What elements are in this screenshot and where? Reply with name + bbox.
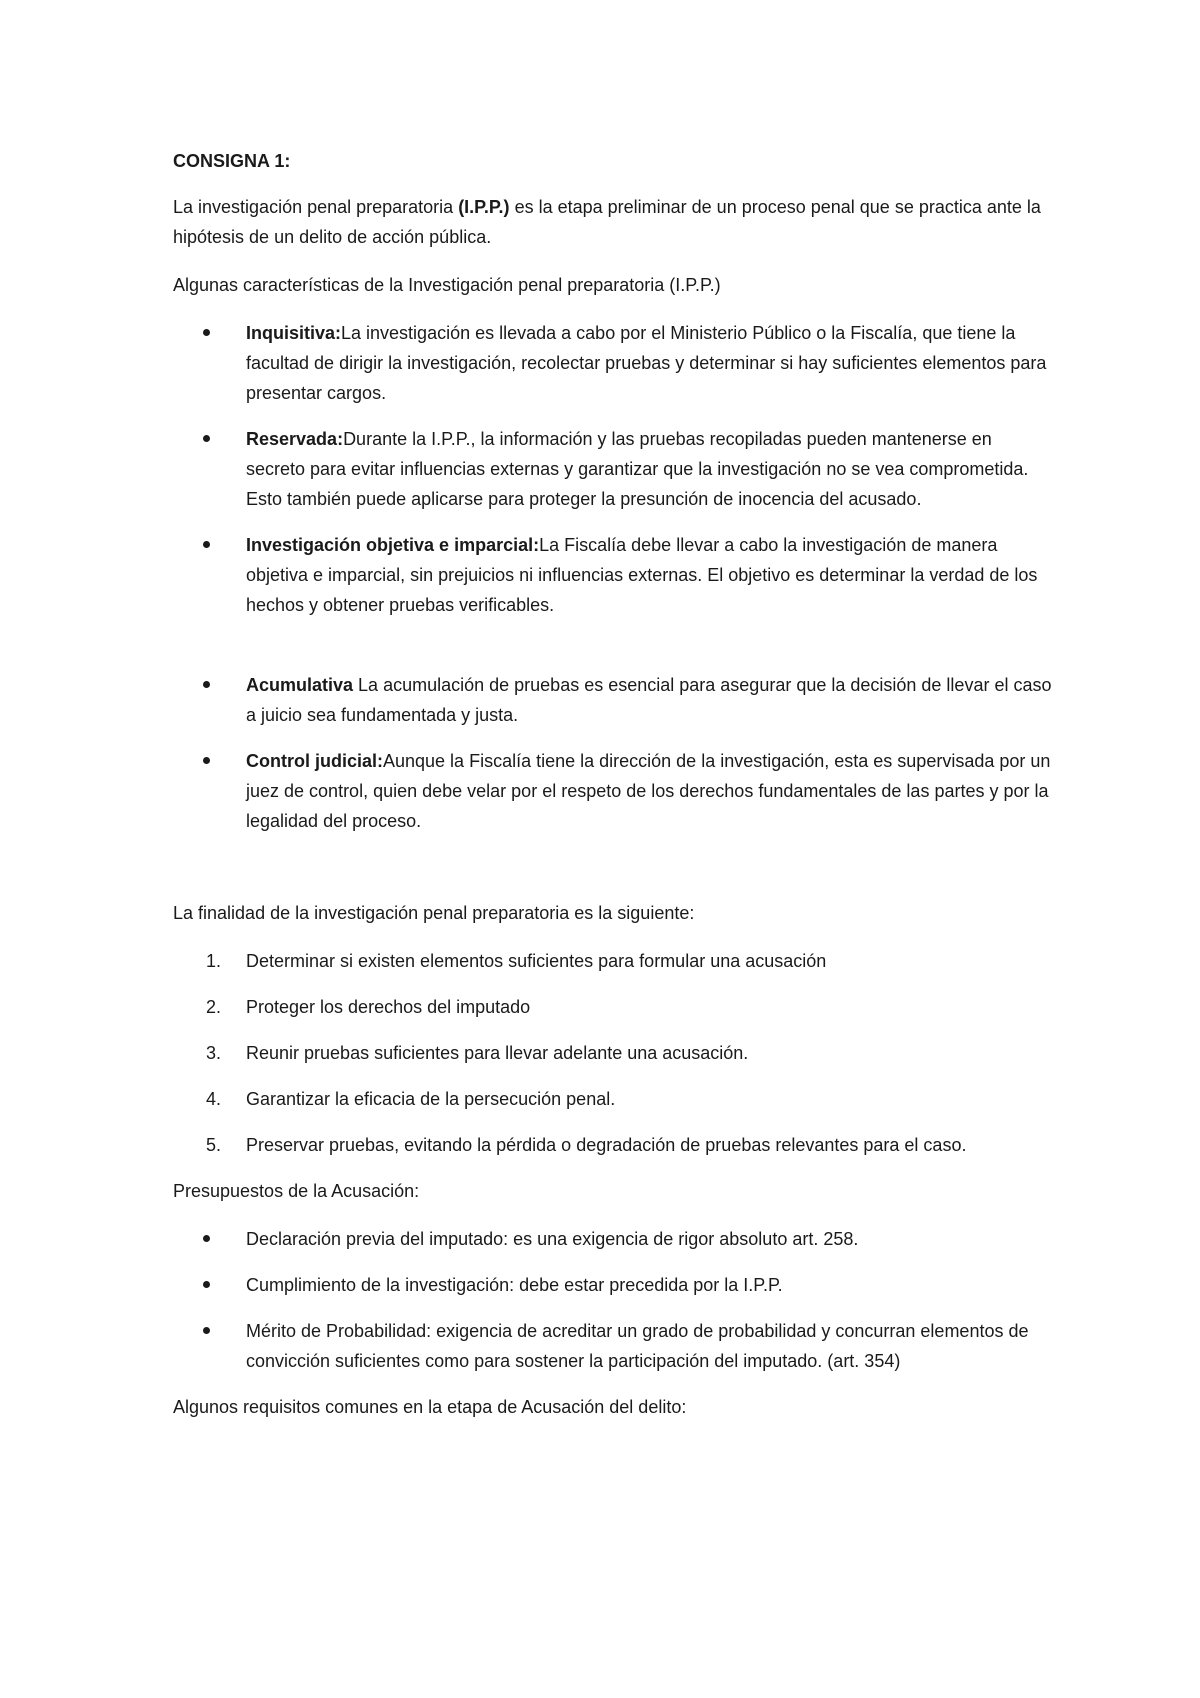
list-item bbox=[173, 946, 1053, 976]
list-item bbox=[173, 530, 1053, 620]
characteristics-list bbox=[173, 318, 1053, 836]
intro-text-end: es la etapa preliminar de un proceso penal que se practica ante la hipótesis de un delito de acción pública. bbox=[173, 197, 1041, 247]
item-text: Durante la I.P.P., la información y las pruebas recopiladas pueden mantenerse en secreto para evitar influencias externas y garantizar que la investigación no se vea comprometida. Esto también puede aplicarse para proteger la presunción de inocencia del acusado. bbox=[246, 429, 1029, 509]
list-item bbox=[173, 1316, 1053, 1376]
list-item bbox=[173, 318, 1053, 408]
list-item bbox=[173, 992, 1053, 1022]
item-text: La acumulación de pruebas es esencial para asegurar que la decisión de llevar el caso a juicio sea fundamentada y justa. bbox=[246, 675, 1052, 725]
item-term: Investigación objetiva e imparcial: bbox=[246, 535, 540, 555]
list-item bbox=[173, 1084, 1053, 1114]
item-text: Determinar si existen elementos suficientes para formular una acusación bbox=[246, 951, 827, 971]
item-term: Reservada: bbox=[246, 429, 344, 449]
list-item bbox=[173, 1270, 1053, 1300]
characteristics-title: Algunas características de la Investigación penal preparatoria (I.P.P.) bbox=[173, 275, 721, 295]
document-body bbox=[173, 146, 1053, 1440]
item-number: 5. bbox=[206, 1135, 222, 1155]
list-item bbox=[173, 1224, 1053, 1254]
item-term: Control judicial: bbox=[246, 751, 383, 771]
intro-text-start: La investigación penal preparatoria bbox=[173, 197, 459, 217]
item-term: Acumulativa bbox=[246, 675, 354, 695]
item-number: 2. bbox=[206, 997, 222, 1017]
item-text: La investigación es llevada a cabo por el Ministerio Público o la Fiscalía, que tiene la facultad de dirigir la investigación, recolectar pruebas y determinar si hay suficientes elementos para presentar cargos. bbox=[246, 323, 1047, 403]
purpose-title: La finalidad de la investigación penal preparatoria es la siguiente: bbox=[173, 903, 695, 923]
list-item bbox=[173, 670, 1053, 730]
item-text: Reunir pruebas suficientes para llevar adelante una acusación. bbox=[246, 1043, 749, 1063]
item-text: Mérito de Probabilidad: exigencia de acreditar un grado de probabilidad y concurran elementos de convicción suficientes como para sostener la participación del imputado. (art. 354) bbox=[246, 1321, 1029, 1371]
item-text: Declaración previa del imputado: es una exigencia de rigor absoluto art. 258. bbox=[246, 1229, 859, 1249]
list-item bbox=[173, 424, 1053, 514]
list-item bbox=[173, 1038, 1053, 1068]
list-item bbox=[173, 1130, 1053, 1160]
item-text: Preservar pruebas, evitando la pérdida o degradación de pruebas relevantes para el caso. bbox=[246, 1135, 967, 1155]
item-text: Aunque la Fiscalía tiene la dirección de la investigación, esta es supervisada por un juez de control, quien debe velar por el respeto de los derechos fundamentales de las partes y por la legalidad del proceso. bbox=[246, 751, 1051, 831]
item-text: Cumplimiento de la investigación: debe estar precedida por la I.P.P. bbox=[246, 1275, 783, 1295]
item-text: Proteger los derechos del imputado bbox=[246, 997, 531, 1017]
item-text: La Fiscalía debe llevar a cabo la investigación de manera objetiva e imparcial, sin prejuicios ni influencias externas. El objetivo es determinar la verdad de los hechos y obtener pruebas verificables. bbox=[246, 535, 1038, 615]
requirements-title: Algunos requisitos comunes en la etapa de Acusación del delito: bbox=[173, 1397, 687, 1417]
item-number: 3. bbox=[206, 1043, 222, 1063]
item-text: Garantizar la eficacia de la persecución penal. bbox=[246, 1089, 616, 1109]
item-number: 1. bbox=[206, 951, 222, 971]
intro-paragraph bbox=[173, 192, 1053, 252]
assumptions-list bbox=[173, 1224, 1053, 1376]
item-number: 4. bbox=[206, 1089, 222, 1109]
purpose-list bbox=[173, 946, 1053, 1160]
assumptions-title: Presupuestos de la Acusación: bbox=[173, 1181, 420, 1201]
item-term: Inquisitiva: bbox=[246, 323, 342, 343]
list-item bbox=[173, 746, 1053, 836]
section-heading: CONSIGNA 1: bbox=[173, 151, 291, 171]
intro-abbrev: (I.P.P.) bbox=[458, 197, 510, 217]
